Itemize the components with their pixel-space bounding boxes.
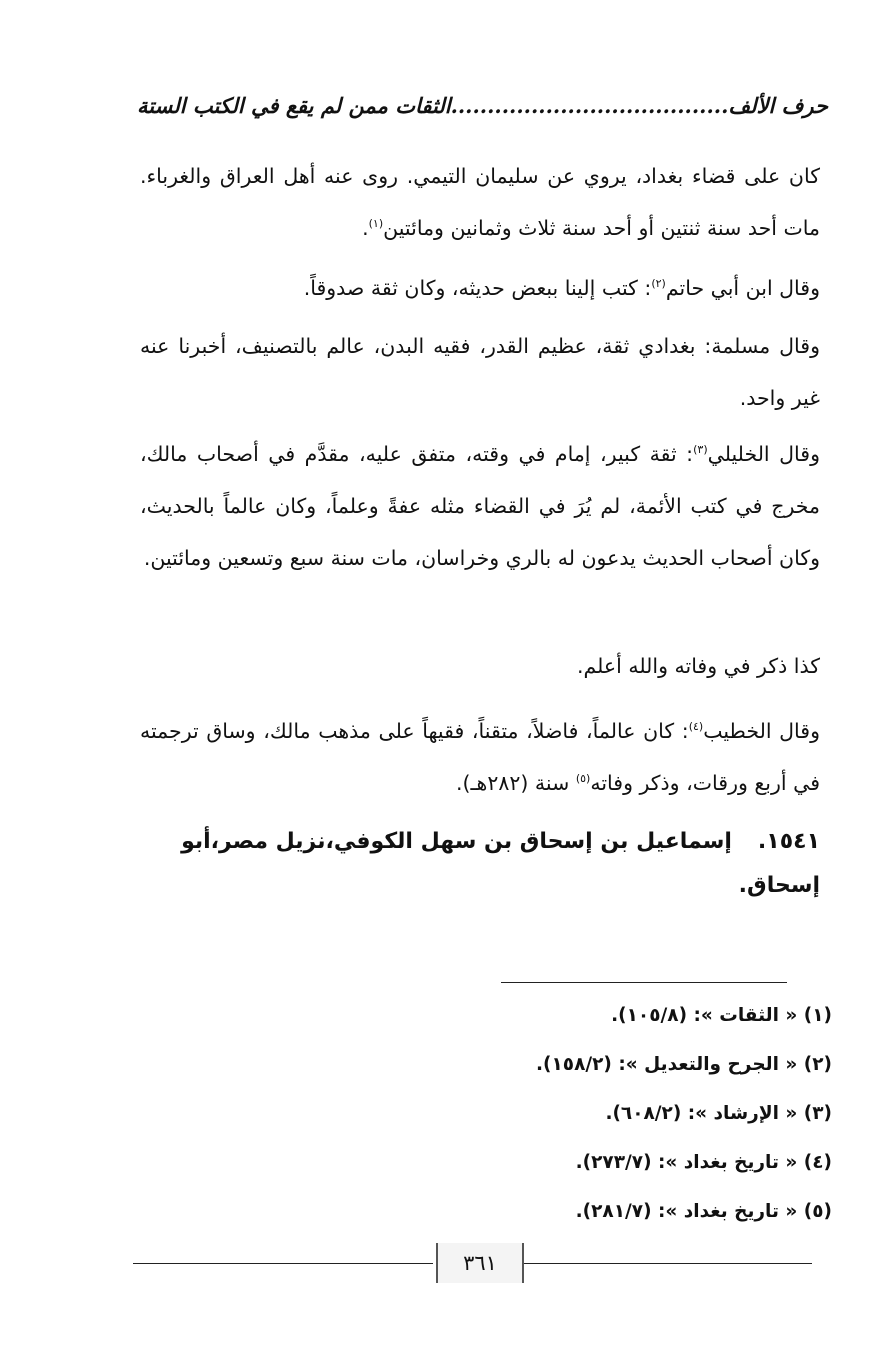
paragraph-6: وقال الخطيب$^{(٤)}$: كان عالماً، فاضلاً، متقناً، فقيهاً على مذهب مالك، وساق ترجمته في أربع ورقات، وذكر وفاته$^{(٥)}$ سنة (٢٨٢هـ). <box>140 719 820 795</box>
paragraph-3: وقال مسلمة: بغدادي ثقة، عظيم القدر، فقيه البدن، عالم بالتصنيف، أخبرنا عنه غير واحد. <box>140 334 820 410</box>
footnote-item: (١) « الثقات »: (١٠٥/٨). <box>611 1005 832 1026</box>
footnote-ref-2: (٢) <box>651 277 666 291</box>
footnote-item: (٥) « تاريخ بغداد »: (٢٨١/٧). <box>575 1201 832 1222</box>
paragraph-4: وقال الخليلي$^{(٣)}$: ثقة كبير، إمام في وقته، متفق عليه، مقدَّم في أصحاب مالك، مخرج في كتب الأئمة، لم يُرَ في القضاء مثله عفةً وعلماً، وكان عالماً بالحديث، وكان أصحاب الحديث يدعون له بالري وخراسان، مات سنة سبع وتسعين ومائتين. <box>140 442 820 570</box>
footnote-separator <box>501 982 787 983</box>
footnotes <box>300 996 832 1241</box>
page-number: ٣٦١ <box>436 1243 524 1283</box>
header-dots: ...................................... <box>450 93 729 118</box>
header-chapter: حرف الألف <box>728 93 828 118</box>
entry-heading <box>140 820 820 908</box>
header-book-title: الثقات ممن لم يقع في الكتب الستة <box>137 93 451 118</box>
bottom-rule-right <box>520 1263 812 1264</box>
footnote-item: (٢) « الجرح والتعديل »: (١٥٨/٢). <box>536 1054 832 1075</box>
footnote-ref-5: (٥) <box>575 772 591 786</box>
footnote-item: (٣) « الإرشاد »: (٦٠٨/٢). <box>605 1103 832 1124</box>
footnote-ref-4: (٤) <box>688 720 704 734</box>
paragraph-5: كذا ذكر في وفاته والله أعلم. <box>576 654 820 678</box>
bottom-rule-left <box>133 1263 433 1264</box>
footnote-item: (٤) « تاريخ بغداد »: (٢٧٣/٧). <box>575 1152 832 1173</box>
paragraph-1: كان على قضاء بغداد، يروي عن سليمان التيمي. روى عنه أهل العراق والغرباء. مات أحد سنة ثنتين أو أحد سنة ثلاث وثمانين ومائتين$^{(١)}$. <box>140 164 820 240</box>
entry-number: ١٥٤١. <box>757 829 820 854</box>
running-header <box>137 86 828 126</box>
entry-title: إسماعيل بن إسحاق بن سهل الكوفي،نزيل مصر،أبو إسحاق. <box>181 829 820 898</box>
paragraph-2: وقال ابن أبي حاتم$^{(٢)}$: كتب إلينا ببعض حديثه، وكان ثقة صدوقاً. <box>303 276 820 300</box>
footnote-ref-1: (١) <box>368 217 384 231</box>
footnote-ref-3: (٣) <box>693 443 708 457</box>
